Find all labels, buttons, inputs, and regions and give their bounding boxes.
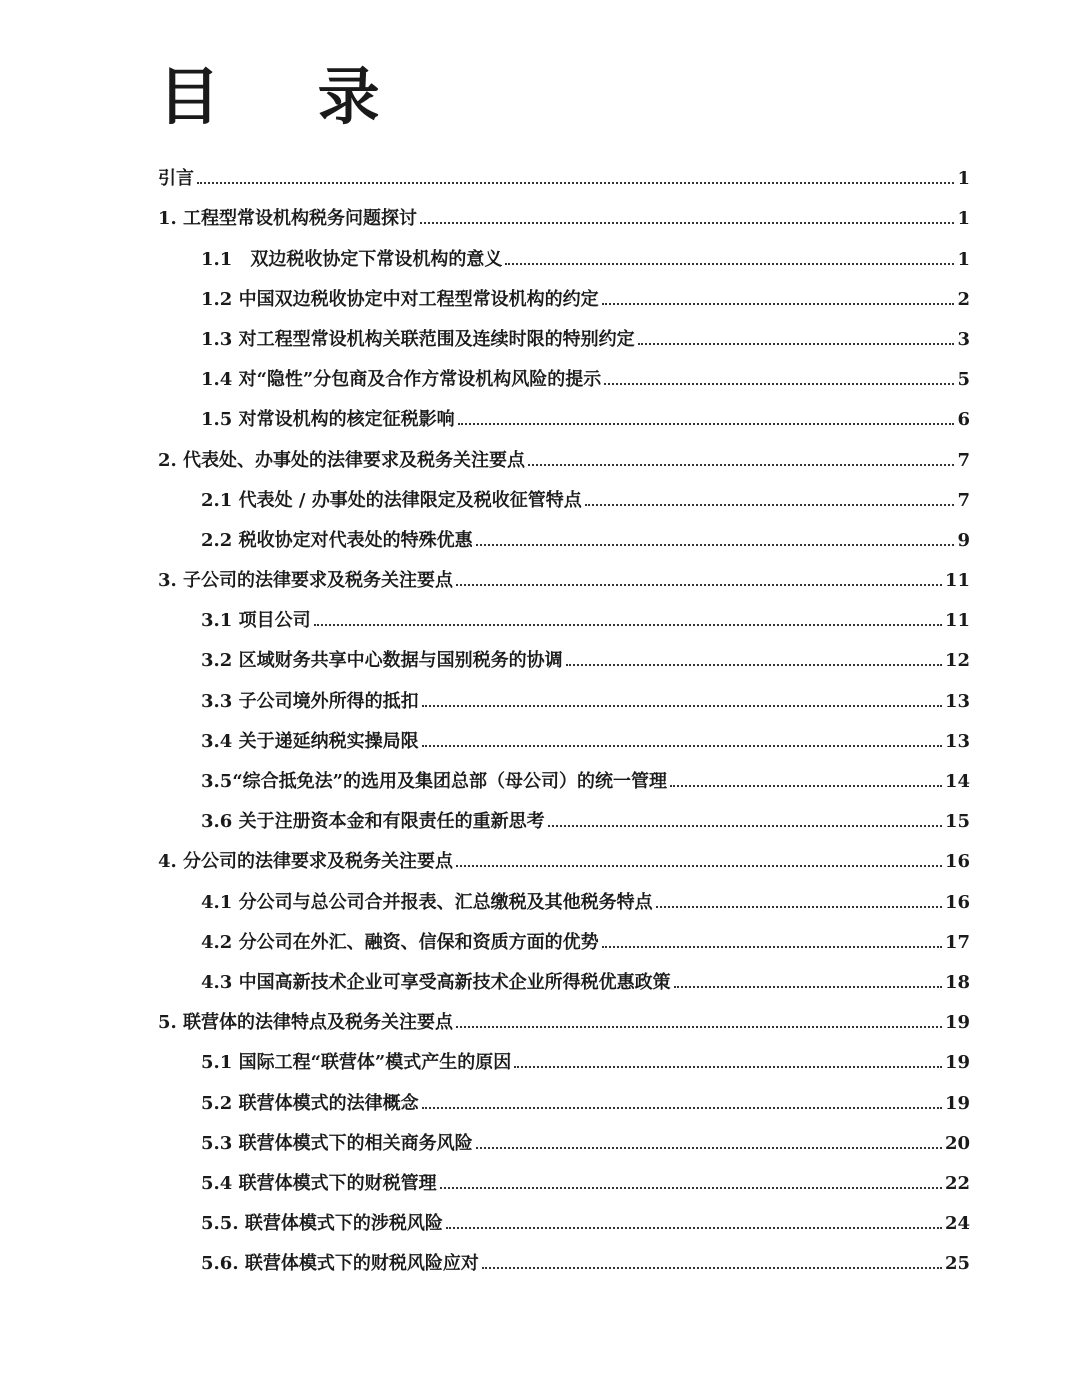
toc-entry-label: 3.2 区域财务共享中心数据与国别税务的协调 [201,650,563,672]
toc-leader-dots [197,182,954,184]
toc-entry-page-number: 25 [944,1253,970,1275]
toc-entry-label: 1.1 双边税收协定下常设机构的意义 [201,248,503,270]
toc-leader-dots [456,1026,942,1028]
toc-entry-page-number: 3 [957,328,970,350]
toc-entry-page-number: 5 [957,369,970,391]
toc-entry[interactable] [158,753,970,793]
toc-entry-page-number: 19 [944,1052,970,1074]
toc-entry[interactable] [158,351,970,391]
toc-entry[interactable] [158,632,970,672]
toc-entry[interactable] [158,1155,970,1195]
toc-entry-page-number: 7 [957,489,970,511]
toc-entry[interactable] [158,150,970,190]
toc-entry-page-number: 20 [944,1132,970,1154]
toc-entry-label: 1. 工程型常设机构税务问题探讨 [158,208,418,230]
toc-entry-page-number: 19 [944,1092,970,1114]
toc-entry-page-number: 6 [957,409,970,431]
toc-entry-page-number: 11 [944,570,970,592]
toc-entry[interactable] [158,552,970,592]
toc-entry-page-number: 7 [957,449,970,471]
toc-entry-label: 2.1 代表处 / 办事处的法律限定及税收征管特点 [201,489,582,511]
table-of-contents [158,150,970,1275]
toc-entry[interactable] [158,190,970,230]
toc-entry-page-number: 11 [944,610,970,632]
toc-leader-dots [476,1147,942,1149]
toc-entry-label: 5.5. 联营体模式下的涉税风险 [201,1213,443,1235]
toc-leader-dots [585,504,955,506]
toc-entry-page-number: 18 [944,971,970,993]
toc-leader-dots [422,745,942,747]
toc-entry[interactable] [158,994,970,1034]
toc-leader-dots [456,584,942,586]
toc-entry[interactable] [158,833,970,873]
toc-entry-label: 2.2 税收协定对代表处的特殊优惠 [201,529,473,551]
toc-entry-page-number: 1 [957,168,970,190]
toc-leader-dots [528,464,954,466]
toc-entry-label: 3.1 项目公司 [201,610,311,632]
toc-entry-label: 1.2 中国双边税收协定中对工程型常设机构的约定 [201,288,599,310]
toc-entry-page-number: 9 [957,529,970,551]
toc-entry[interactable] [158,512,970,552]
toc-leader-dots [420,222,954,224]
toc-entry-label: 3. 子公司的法律要求及税务关注要点 [158,570,454,592]
toc-leader-dots [422,705,942,707]
toc-entry[interactable] [158,1235,970,1275]
toc-entry-page-number: 16 [944,891,970,913]
toc-entry-label: 3.6 关于注册资本金和有限责任的重新思考 [201,811,545,833]
toc-entry-label: 2. 代表处、办事处的法律要求及税务关注要点 [158,449,526,471]
toc-entry[interactable] [158,1195,970,1235]
toc-leader-dots [602,946,942,948]
toc-entry[interactable] [158,914,970,954]
toc-entry[interactable] [158,793,970,833]
toc-leader-dots [440,1187,942,1189]
toc-entry[interactable] [158,311,970,351]
toc-entry-label: 5. 联营体的法律特点及税务关注要点 [158,1012,454,1034]
toc-entry[interactable] [158,271,970,311]
toc-entry[interactable] [158,873,970,913]
toc-entry-label: 4.1 分公司与总公司合并报表、汇总缴税及其他税务特点 [201,891,653,913]
toc-leader-dots [602,303,955,305]
toc-entry-page-number: 16 [944,851,970,873]
toc-leader-dots [422,1107,942,1109]
toc-leader-dots [638,343,955,345]
toc-entry-page-number: 19 [944,1012,970,1034]
toc-leader-dots [604,383,954,385]
toc-leader-dots [446,1227,942,1229]
toc-leader-dots [505,263,954,265]
toc-leader-dots [566,664,942,666]
toc-entry-label: 4.3 中国高新技术企业可享受高新技术企业所得税优惠政策 [201,971,671,993]
toc-entry-page-number: 2 [957,288,970,310]
toc-entry-label: 1.4 对“隐性”分包商及合作方常设机构风险的提示 [201,369,602,391]
toc-leader-dots [670,785,942,787]
toc-leader-dots [482,1267,942,1269]
toc-entry-label: 4.2 分公司在外汇、融资、信保和资质方面的优势 [201,931,599,953]
toc-entry-page-number: 1 [957,208,970,230]
toc-leader-dots [476,544,955,546]
toc-entry[interactable] [158,1034,970,1074]
toc-entry[interactable] [158,713,970,753]
toc-entry-page-number: 13 [944,690,970,712]
toc-leader-dots [514,1066,942,1068]
toc-entry[interactable] [158,592,970,632]
toc-entry-page-number: 22 [944,1172,970,1194]
toc-entry-label: 3.4 关于递延纳税实操局限 [201,730,419,752]
toc-leader-dots [458,423,955,425]
toc-entry-label: 5.3 联营体模式下的相关商务风险 [201,1132,473,1154]
toc-entry-page-number: 13 [944,730,970,752]
toc-leader-dots [674,986,942,988]
toc-entry-page-number: 14 [944,771,970,792]
toc-entry[interactable] [158,472,970,512]
toc-entry-label: 4. 分公司的法律要求及税务关注要点 [158,851,454,873]
toc-leader-dots [656,906,942,908]
toc-entry-label: 3.3 子公司境外所得的抵扣 [201,690,419,712]
toc-entry-label: 5.4 联营体模式下的财税管理 [201,1172,437,1194]
toc-entry-page-number: 24 [944,1213,970,1235]
toc-entry[interactable] [158,1074,970,1114]
toc-entry-page-number: 17 [944,931,970,953]
toc-entry-label: 5.6. 联营体模式下的财税风险应对 [201,1253,479,1275]
toc-entry[interactable] [158,1115,970,1155]
toc-entry-label: 1.5 对常设机构的核定征税影响 [201,409,455,431]
toc-entry-label: 3.5“综合抵免法”的选用及集团总部（母公司）的统一管理 [201,771,668,792]
toc-entry-label: 1.3 对工程型常设机构关联范围及连续时限的特别约定 [201,328,635,350]
toc-entry[interactable] [158,431,970,471]
toc-entry-page-number: 15 [944,811,970,833]
toc-entry-label: 5.1 国际工程“联营体”模式产生的原因 [201,1052,512,1074]
toc-leader-dots [314,624,942,626]
toc-leader-dots [456,865,942,867]
toc-entry-label: 引言 [158,168,194,190]
toc-entry-page-number: 12 [944,650,970,672]
toc-entry[interactable] [158,391,970,431]
toc-entry[interactable] [158,230,970,270]
page-title: 目 录 [158,60,418,133]
toc-entry-label: 5.2 联营体模式的法律概念 [201,1092,419,1114]
toc-entry-page-number: 1 [957,248,970,270]
toc-leader-dots [548,825,942,827]
toc-entry[interactable] [158,672,970,712]
toc-entry[interactable] [158,954,970,994]
